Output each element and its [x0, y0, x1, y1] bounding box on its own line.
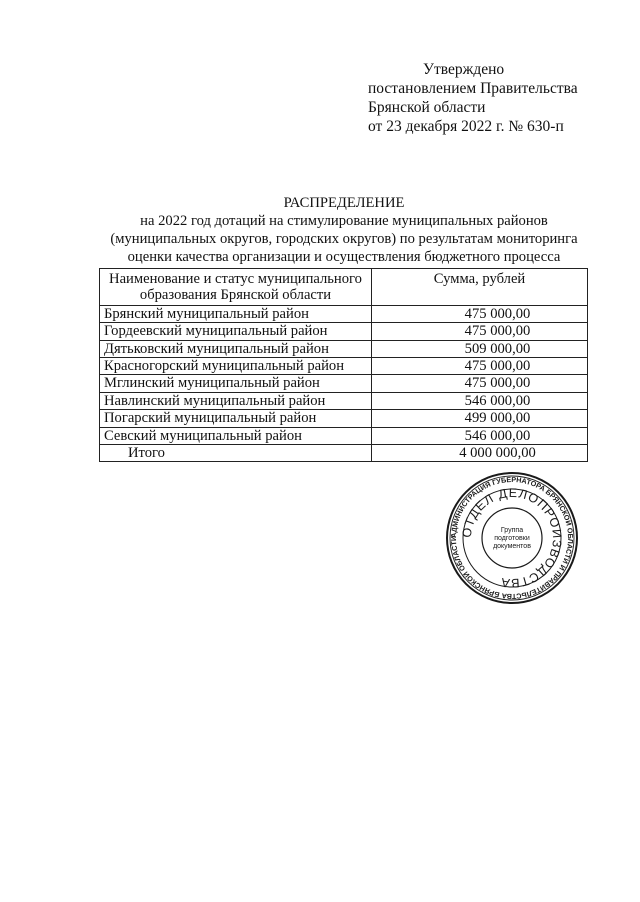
row-name: Навлинский муниципальный район: [100, 392, 372, 409]
distribution-table: [99, 268, 588, 462]
table-row: [100, 323, 588, 340]
total-name: Итого: [100, 445, 372, 462]
table-row: [100, 375, 588, 392]
approval-line-2: постановлением Правительства: [368, 80, 578, 97]
document-title: [100, 194, 588, 266]
table-row: [100, 305, 588, 322]
row-sum: 475 000,00: [372, 305, 588, 322]
total-sum: 4 000 000,00: [372, 445, 588, 462]
table-row: [100, 358, 588, 375]
row-sum: 509 000,00: [372, 340, 588, 357]
table-row: [100, 410, 588, 427]
title-line-2: (муниципальных округов, городских округов) по результатам мониторинга: [110, 231, 578, 247]
stamp-center-line-1: Группа: [500, 527, 524, 534]
approval-line-1: Утверждено: [423, 61, 505, 78]
header-name: [100, 269, 372, 306]
row-sum: 546 000,00: [372, 427, 588, 444]
header-name-line-1: Наименование и статус муниципального: [109, 271, 362, 287]
stamp-center-line-3: документов: [493, 543, 531, 550]
row-sum: 475 000,00: [372, 323, 588, 340]
approval-line-4: от 23 декабря 2022 г. № 630-п: [368, 118, 564, 135]
title-line-3: оценки качества организации и осуществления бюджетного процесса: [127, 249, 561, 265]
row-name: Дятьковский муниципальный район: [100, 340, 372, 357]
row-name: Брянский муниципальный район: [100, 305, 372, 322]
stamp-center-line-2: подготовки: [494, 535, 530, 542]
row-sum: 546 000,00: [372, 392, 588, 409]
header-sum: Сумма, рублей: [372, 269, 588, 306]
header-name-line-2: образования Брянской области: [139, 287, 332, 304]
official-stamp: [444, 470, 580, 606]
row-sum: 499 000,00: [372, 410, 588, 427]
row-name: Погарский муниципальный район: [100, 410, 372, 427]
row-name: Севский муниципальный район: [100, 427, 372, 444]
stamp-outer-text: АДМИНИСТРАЦИЯ ГУБЕРНАТОРА БРЯНСКОЙ ОБЛАСТИ И ПРАВИТЕЛЬСТВА БРЯНСКОЙ ОБЛАСТИ: [448, 474, 576, 602]
table-row: [100, 392, 588, 409]
table-row: [100, 340, 588, 357]
title-line-1: на 2022 год дотаций на стимулирование муниципальных районов: [140, 213, 548, 229]
row-sum: 475 000,00: [372, 375, 588, 392]
row-sum: 475 000,00: [372, 358, 588, 375]
stamp-middle-text: ОТДЕЛ ДЕЛОПРОИЗВОДСТВА: [459, 485, 565, 591]
row-name: Гордеевский муниципальный район: [100, 323, 372, 340]
row-name: Мглинский муниципальный район: [100, 375, 372, 392]
approval-line-3: Брянской области: [368, 99, 486, 116]
row-name: Красногорский муниципальный район: [100, 358, 372, 375]
table-total-row: [100, 445, 588, 462]
table-row: [100, 427, 588, 444]
table-header-row: [100, 269, 588, 306]
approval-block: [368, 60, 618, 136]
title-heading: РАСПРЕДЕЛЕНИЕ: [283, 195, 405, 211]
